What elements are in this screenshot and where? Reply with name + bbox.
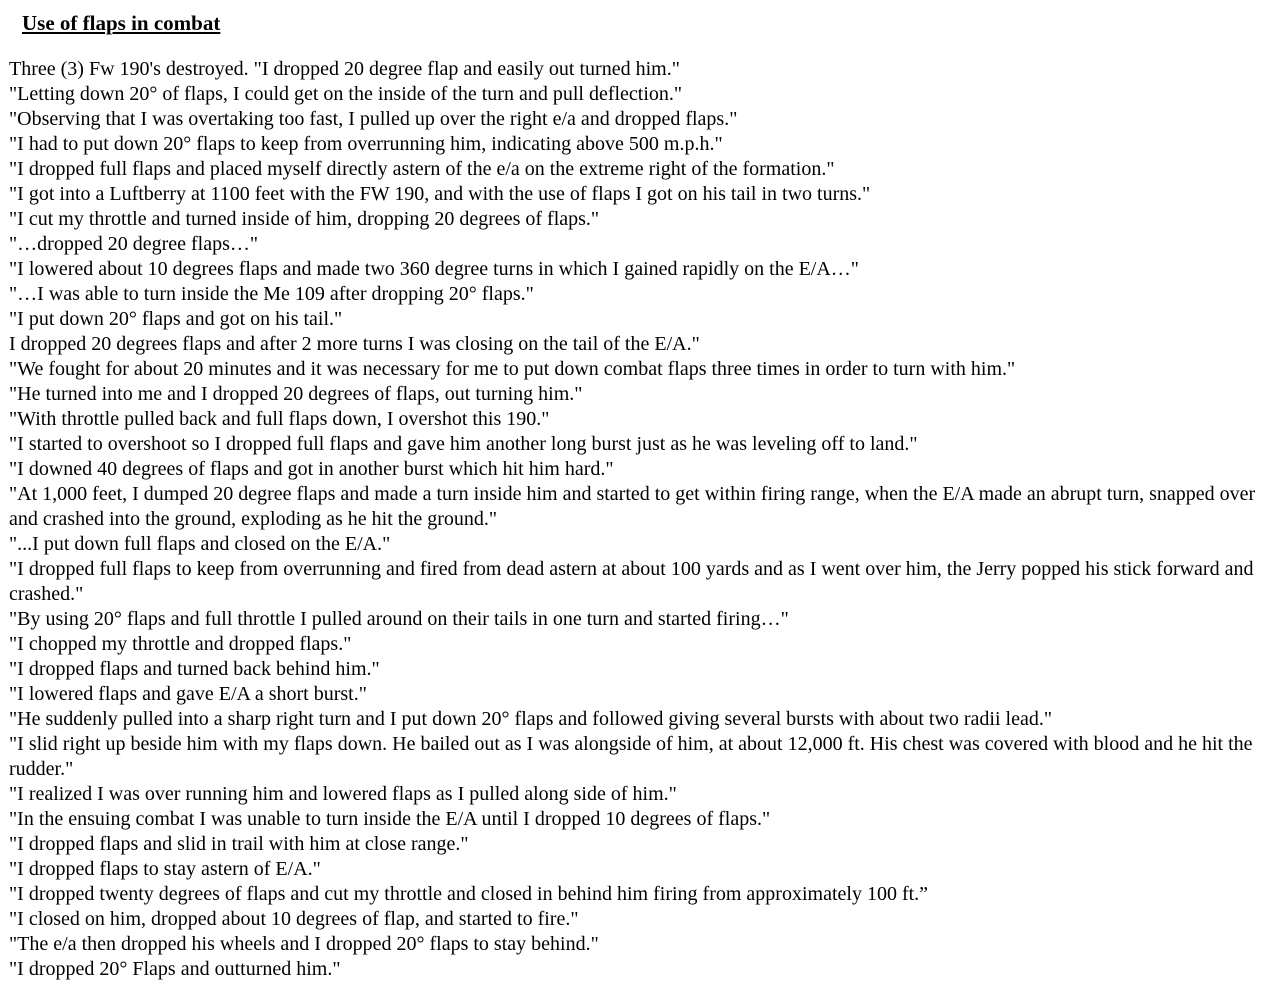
quote-line: "I put down 20° flaps and got on his tail."	[9, 308, 343, 330]
quote-line: "Observing that I was overtaking too fast, I pulled up over the right e/a and dropped flaps."	[9, 108, 738, 130]
quote-line: "I got into a Luftberry at 1100 feet with the FW 190, and with the use of flaps I got on his tail in two turns."	[9, 183, 871, 205]
quote-line: "With throttle pulled back and full flaps down, I overshot this 190."	[9, 408, 550, 430]
document-title: Use of flaps in combat	[22, 11, 221, 35]
quote-line: "I dropped 20° Flaps and outturned him."	[9, 958, 341, 980]
quote-line: "He turned into me and I dropped 20 degrees of flaps, out turning him."	[9, 383, 583, 405]
quote-line: "I downed 40 degrees of flaps and got in another burst which hit him hard."	[9, 458, 614, 480]
quote-line: "…I was able to turn inside the Me 109 after dropping 20° flaps."	[9, 283, 534, 305]
quote-line: "The e/a then dropped his wheels and I dropped 20° flaps to stay behind."	[9, 933, 599, 955]
quote-line: "I had to put down 20° flaps to keep from overrunning him, indicating above 500 m.p.h."	[9, 133, 723, 155]
quote-line: I dropped 20 degrees flaps and after 2 more turns I was closing on the tail of the E/A."	[9, 333, 700, 355]
quote-line: "I dropped flaps and turned back behind him."	[9, 658, 380, 680]
quote-line: "I slid right up beside him with my flaps down. He bailed out as I was alongside of him, at about 12,000 ft. His chest was covered with blood and he hit the rudder."	[9, 733, 1253, 780]
quote-line: "I dropped full flaps and placed myself directly astern of the e/a on the extreme right of the formation."	[9, 158, 835, 180]
quote-line: "We fought for about 20 minutes and it was necessary for me to put down combat flaps three times in order to turn with him."	[9, 358, 1016, 380]
quote-line: "I dropped flaps and slid in trail with him at close range."	[9, 833, 469, 855]
quote-line: "…dropped 20 degree flaps…"	[9, 233, 259, 255]
quote-line: "I closed on him, dropped about 10 degrees of flap, and started to fire."	[9, 908, 579, 930]
quote-line: "I realized I was over running him and lowered flaps as I pulled along side of him."	[9, 783, 677, 805]
quote-line: "He suddenly pulled into a sharp right turn and I put down 20° flaps and followed giving several bursts with about two radii lead."	[9, 708, 1053, 730]
quote-line: "I lowered about 10 degrees flaps and made two 360 degree turns in which I gained rapidly on the E/A…"	[9, 258, 859, 280]
quote-line: "I lowered flaps and gave E/A a short burst."	[9, 683, 367, 705]
quote-line: "At 1,000 feet, I dumped 20 degree flaps and made a turn inside him and started to get within firing range, when the E/A made an abrupt turn, snapped over and crashed into the ground, exploding as he hit the ground."	[9, 483, 1256, 530]
quote-line: "I started to overshoot so I dropped full flaps and gave him another long burst just as he was leveling off to land."	[9, 433, 918, 455]
quote-line: Three (3) Fw 190's destroyed. "I dropped 20 degree flap and easily out turned him."	[9, 58, 680, 80]
quote-line: "I dropped flaps to stay astern of E/A."	[9, 858, 321, 880]
quote-line: "Letting down 20° of flaps, I could get on the inside of the turn and pull deflection."	[9, 83, 683, 105]
quote-line: "By using 20° flaps and full throttle I pulled around on their tails in one turn and started firing…"	[9, 608, 789, 630]
quote-line: "In the ensuing combat I was unable to turn inside the E/A until I dropped 10 degrees of flaps."	[9, 808, 771, 830]
quote-line: "I chopped my throttle and dropped flaps."	[9, 633, 352, 655]
quote-line: "I dropped twenty degrees of flaps and cut my throttle and closed in behind him firing from approximately 100 ft.”	[9, 883, 929, 905]
quote-line: "I cut my throttle and turned inside of him, dropping 20 degrees of flaps."	[9, 208, 600, 230]
combat-quotes-list	[9, 57, 1259, 982]
quote-line: "...I put down full flaps and closed on the E/A."	[9, 533, 391, 555]
quote-line: "I dropped full flaps to keep from overrunning and fired from dead astern at about 100 yards and as I went over him, the Jerry popped his stick forward and crashed."	[9, 558, 1254, 605]
